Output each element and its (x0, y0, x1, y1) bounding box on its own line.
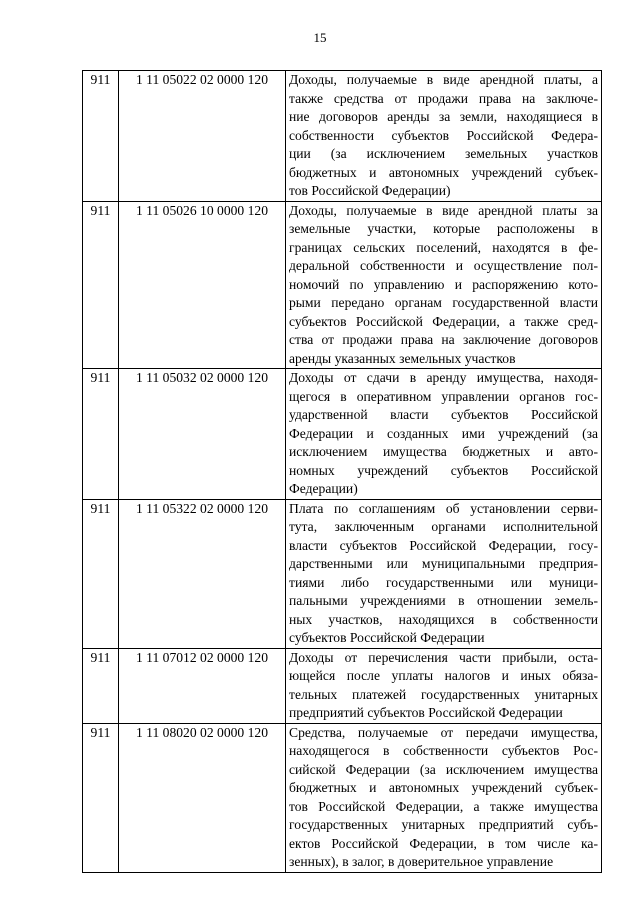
administrator-code-cell: 911 (83, 71, 119, 202)
description-line: тов Российской Федерации) (289, 183, 451, 198)
description-line: бюджетных и автономных учреждений субъек- (289, 164, 598, 180)
description-line: власти субъектов Российской Федерации, госу- (289, 537, 598, 553)
description-line: аренды указанных земельных участков (289, 350, 516, 366)
table-row (83, 499, 602, 648)
description-line: тов Российской Федерации, а также имущества (289, 798, 598, 814)
budget-classification-code-cell: 1 11 07012 02 0000 120 (119, 648, 286, 723)
description-line: сийской Федерации (за исключением имущества (289, 761, 598, 777)
description-line: субъектов Российской Федерации, а также сред- (289, 313, 598, 329)
income-description-cell (286, 201, 602, 369)
description-line: Федерации) (289, 481, 358, 496)
description-line: ных участков, находящихся в собственности (289, 611, 598, 627)
income-description-cell (286, 71, 602, 202)
description-line: тута, заключенным органами исполнительной (289, 519, 598, 534)
administrator-code-cell: 911 (83, 648, 119, 723)
description-line: субъектов Российской Федерации (289, 630, 485, 645)
description-line: находящегося в собственности субъектов Рос- (289, 743, 598, 758)
description-line: зенных), в залог, в доверительное управление (289, 854, 554, 869)
table-row (83, 723, 602, 872)
description-line: ектов Российской Федерации, в том числе ка- (289, 835, 598, 851)
description-line: также средства от продажи права на заключе- (289, 90, 598, 106)
budget-classification-code-cell: 1 11 05032 02 0000 120 (119, 369, 286, 500)
table-row (83, 71, 602, 202)
administrator-code-cell: 911 (83, 723, 119, 872)
description-line: ние договоров аренды за земли, находящиеся в (289, 109, 598, 124)
description-line: ства от продажи права на заключение договоров (289, 332, 598, 347)
income-description-cell (286, 648, 602, 723)
administrator-code-cell: 911 (83, 499, 119, 648)
budget-classification-code-cell: 1 11 08020 02 0000 120 (119, 723, 286, 872)
table-row (83, 369, 602, 500)
description-line: ющейся после уплаты налогов и иных обяза- (289, 668, 598, 683)
income-description-cell (286, 369, 602, 500)
description-line: номочий по управлению и распоряжению кото- (289, 276, 598, 292)
description-line: Доходы, получаемые в виде арендной платы за (289, 202, 598, 218)
description-line: ции (за исключением земельных участков (289, 146, 598, 161)
description-line: дарственными или муниципальными предприя- (289, 556, 598, 571)
table-row (83, 648, 602, 723)
description-line: исключением имущества бюджетных и авто- (289, 444, 598, 459)
description-line: тельных платежей государственных унитарных (289, 686, 598, 702)
description-line: Плата по соглашениям об установлении серви- (289, 500, 598, 516)
description-line: земельные участки, которые расположены в (289, 221, 598, 236)
description-line: бюджетных и автономных учреждений субъек- (289, 780, 598, 795)
income-description-cell (286, 723, 602, 872)
description-line: рыми передано органам государственной власти (289, 295, 598, 310)
description-line: щегося в оперативном управлении органов гос- (289, 388, 598, 404)
description-line: номных учреждений субъектов Российской (289, 462, 598, 478)
income-description-cell (286, 499, 602, 648)
description-line: ударственной власти субъектов Российской (289, 407, 598, 422)
budget-classification-code-cell: 1 11 05322 02 0000 120 (119, 499, 286, 648)
budget-classification-code-cell: 1 11 05022 02 0000 120 (119, 71, 286, 202)
budget-classification-table (82, 70, 602, 873)
description-line: тиями либо государственными или муници- (289, 574, 598, 590)
description-line: границах сельских поселений, находятся в фе- (289, 239, 598, 255)
description-line: предприятий субъектов Российской Федерации (289, 705, 563, 720)
table-row (83, 201, 602, 369)
administrator-code-cell: 911 (83, 201, 119, 369)
description-line: Средства, получаемые от передачи имущества, (289, 724, 598, 740)
description-line: пальными учреждениями в отношении земель- (289, 593, 598, 608)
description-line: Доходы, получаемые в виде арендной платы, а (289, 72, 598, 87)
budget-classification-code-cell: 1 11 05026 10 0000 120 (119, 201, 286, 369)
administrator-code-cell: 911 (83, 369, 119, 500)
description-line: собственности субъектов Российской Федера- (289, 127, 598, 143)
description-line: деральной собственности и осуществление пол- (289, 258, 598, 273)
description-line: Доходы от сдачи в аренду имущества, находя- (289, 370, 598, 385)
description-line: государственных унитарных предприятий субъ- (289, 817, 598, 832)
description-line: Федерации и созданных ими учреждений (за (289, 425, 598, 441)
page-number: 15 (313, 30, 327, 45)
description-line: Доходы от перечисления части прибыли, оста- (289, 649, 598, 665)
